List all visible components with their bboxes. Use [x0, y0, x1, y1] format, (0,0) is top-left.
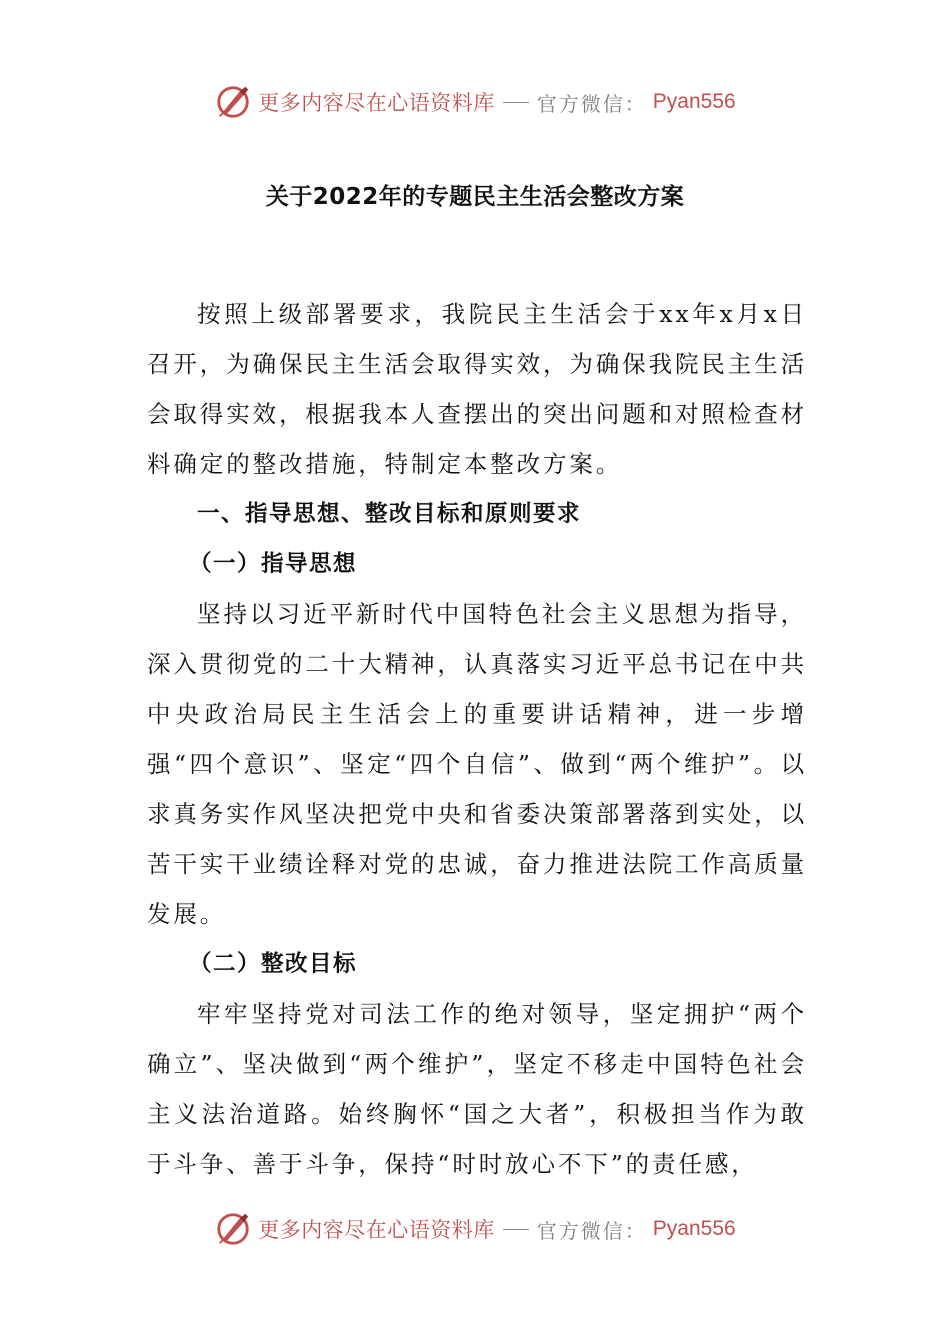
document-body [147, 289, 807, 1189]
document-title: 关于2022年的专题民主生活会整改方案 [265, 184, 685, 210]
banner-wechat-id: Pyan556 [652, 90, 736, 113]
header-banner [0, 80, 950, 124]
banner-brand-text: 更多内容尽在心语资料库 [258, 1218, 495, 1242]
intro-paragraph: 按照上级部署要求，我院民主生活会于xx年x月x日召开，为确保民主生活会取得实效，为确保我院民主生活会取得实效，根据我本人查摆出的突出问题和对照检查材料确定的整改措施，特制定本整改方案。 [147, 300, 807, 478]
subsection-2-heading: （二）整改目标 [189, 951, 358, 977]
banner-contact-label: 官方微信： [536, 1218, 647, 1243]
banner-brand-text: 更多内容尽在心语资料库 [258, 91, 495, 115]
banner-wechat-id: Pyan556 [652, 1217, 736, 1240]
subsection-1-paragraph: 坚持以习近平新时代中国特色社会主义思想为指导，深入贯彻党的二十大精神，认真落实习近平总书记在中共中央政治局民主生活会上的重要讲话精神，进一步增强“四个意识”、坚定“四个自信”、做到“两个维护”。以求真务实作风坚决把党中央和省委决策部署落到实处，以苦干实干业绩诠释对党的忠诚，奋力推进法院工作高质量发展。 [147, 600, 807, 928]
banner-divider [503, 102, 529, 103]
banner-contact-label: 官方微信： [536, 91, 647, 116]
banner-divider [503, 1229, 529, 1230]
footer-banner [0, 1207, 950, 1251]
quill-pen-logo-icon [214, 83, 252, 121]
section-1-heading: 一、指导思想、整改目标和原则要求 [197, 501, 582, 527]
quill-pen-logo-icon [214, 1210, 252, 1248]
subsection-1-heading: （一）指导思想 [189, 551, 358, 577]
subsection-2-paragraph: 牢牢坚持党对司法工作的绝对领导，坚定拥护“两个确立”、坚决做到“两个维护”，坚定不移走中国特色社会主义法治道路。始终胸怀“国之大者”，积极担当作为敢于斗争、善于斗争，保持“时时放心不下”的责任感， [147, 1000, 807, 1178]
